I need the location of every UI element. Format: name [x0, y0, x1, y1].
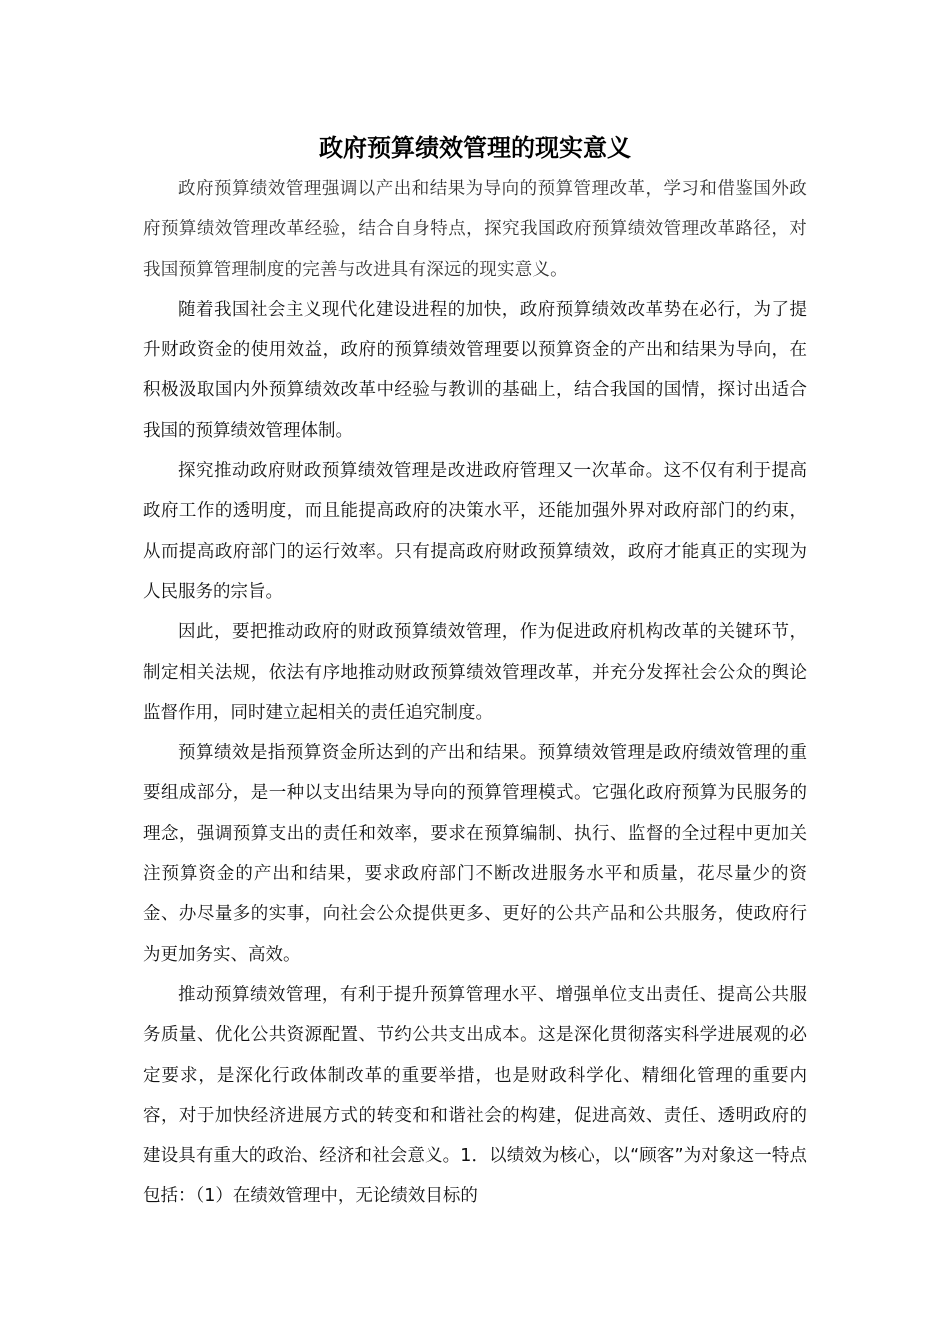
paragraph-2: 随着我国社会主义现代化建设进程的加快，政府预算绩效改革势在必行，为了提升财政资金的使用效益，政府的预算绩效管理要以预算资金的产出和结果为导向，在积极汲取国内外预算绩效改革中经验与教训的基础上，结合我国的国情，探讨出适合我国的预算绩效管理体制。	[143, 299, 807, 441]
document-title: 政府预算绩效管理的现实意义	[319, 133, 631, 162]
paragraph-1: 政府预算绩效管理强调以产出和结果为导向的预算管理改革，学习和借鉴国外政府预算绩效管理改革经验，结合自身特点，探究我国政府预算绩效管理改革路径，对我国预算管理制度的完善与改进具有深远的现实意义。	[143, 179, 807, 280]
paragraph-4: 因此，要把推动政府的财政预算绩效管理，作为促进政府机构改革的关键环节，制定相关法规，依法有序地推动财政预算绩效管理改革，并充分发挥社会公众的舆论监督作用，同时建立起相关的责任追究制度。	[143, 622, 807, 723]
document-body	[143, 169, 807, 1217]
paragraph-6: 推动预算绩效管理，有利于提升预算管理水平、增强单位支出责任、提高公共服务质量、优化公共资源配置、节约公共支出成本。这是深化贯彻落实科学进展观的必定要求，是深化行政体制改革的重要举措，也是财政科学化、精细化管理的重要内容，对于加快经济进展方式的转变和和谐社会的构建，促进高效、责任、透明政府的建设具有重大的政治、经济和社会意义。1．以绩效为核心，以“顾客”为对象这一特点包括：（1）在绩效管理中，无论绩效目标的	[143, 984, 807, 1207]
paragraph-3: 探究推动政府财政预算绩效管理是改进政府管理又一次革命。这不仅有利于提高政府工作的透明度，而且能提高政府的决策水平，还能加强外界对政府部门的约束，从而提高政府部门的运行效率。只有提高政府财政预算绩效，政府才能真正的实现为人民服务的宗旨。	[143, 461, 807, 602]
paragraph-5: 预算绩效是指预算资金所达到的产出和结果。预算绩效管理是政府绩效管理的重要组成部分，是一种以支出结果为导向的预算管理模式。它强化政府预算为民服务的理念，强调预算支出的责任和效率，要求在预算编制、执行、监督的全过程中更加关注预算资金的产出和结果，要求政府部门不断改进服务水平和质量，花尽量少的资金、办尽量多的实事，向社会公众提供更多、更好的公共产品和公共服务，使政府行为更加务实、高效。	[143, 743, 807, 965]
